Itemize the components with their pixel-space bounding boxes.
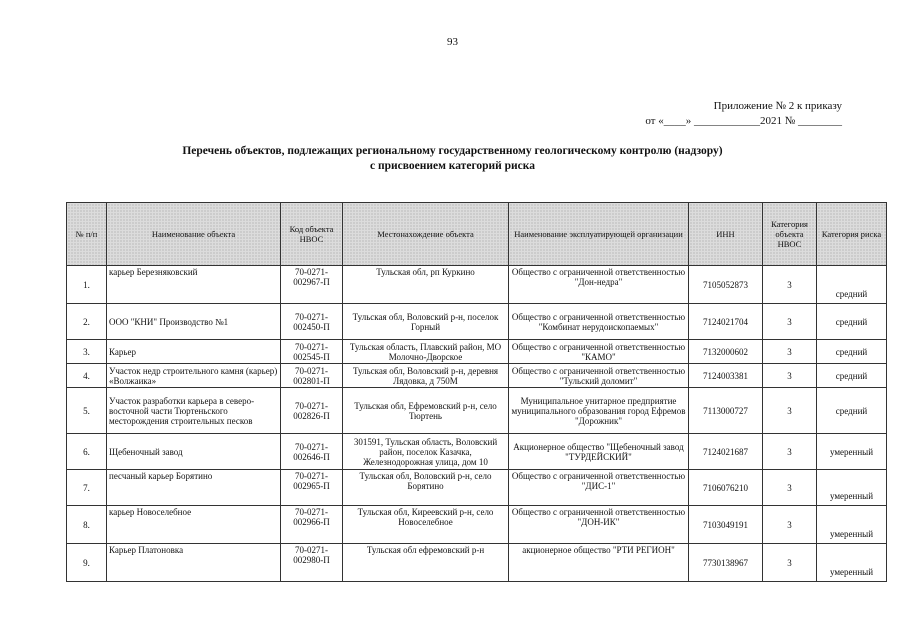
table-row [67,304,887,340]
cell-object-name: ООО "КНИ" Производство №1 [107,304,281,340]
cell-object-code: 70-0271-002545-П [281,340,343,364]
cell-risk-category: средний [817,388,887,434]
cell-operator: Общество с ограниченной ответственностью "Тульский доломит" [509,364,689,388]
header-operator: Наименование эксплуатирующей организации [509,203,689,266]
document-title [60,144,845,174]
table-row [67,434,887,470]
cell-inn: 7105052873 [689,266,763,304]
cell-location: Тульская обл, Воловский р-н, деревня Лядовка, д 750М [343,364,509,388]
cell-object-code: 70-0271-002966-П [281,506,343,544]
header-risk-category: Категория риска [817,203,887,266]
cell-object-name: Щебеночный завод [107,434,281,470]
cell-number: 5. [67,388,107,434]
page-number: 93 [447,36,458,48]
objects-table [66,202,887,582]
title-line-1: Перечень объектов, подлежащих региональному государственному геологическому контролю (надзору) [182,145,723,157]
cell-object-name: карьер Новоселебное [107,506,281,544]
cell-object-category: 3 [763,266,817,304]
cell-object-code: 70-0271-002980-П [281,544,343,582]
cell-location: 301591, Тульская область, Воловский район, поселок Казачка, Железнодорожная улица, дом 10 [343,434,509,470]
cell-operator: Общество с ограниченной ответственностью "Дон-недра" [509,266,689,304]
cell-inn: 7103049191 [689,506,763,544]
header-inn: ИНН [689,203,763,266]
header-object-category: Категория объекта НВОС [763,203,817,266]
cell-risk-category: умеренный [817,434,887,470]
cell-location: Тульская обл ефремовский р-н [343,544,509,582]
cell-risk-category: средний [817,364,887,388]
cell-operator: Общество с ограниченной ответственностью "КАМО" [509,340,689,364]
cell-operator: Муниципальное унитарное предприятие муниципального образования город Ефремов "Дорожник" [509,388,689,434]
cell-object-code: 70-0271-002826-П [281,388,343,434]
cell-object-name: Участок недр строительного камня (карьер) «Волжаика» [107,364,281,388]
appendix-line-1: Приложение № 2 к приказу [713,100,842,112]
cell-object-category: 3 [763,340,817,364]
header-object-name: Наименование объекта [107,203,281,266]
cell-number: 1. [67,266,107,304]
cell-inn: 7113000727 [689,388,763,434]
header-number: № п/п [67,203,107,266]
cell-operator: Акционерное общество "Щебеночный завод "ТУРДЕЙСКИЙ" [509,434,689,470]
cell-object-name: Карьер Платоновка [107,544,281,582]
cell-risk-category: умеренный [817,470,887,506]
cell-object-category: 3 [763,544,817,582]
cell-operator: Общество с ограниченной ответственностью "ДОН-ИК" [509,506,689,544]
cell-inn: 7730138967 [689,544,763,582]
table-row [67,388,887,434]
cell-object-code: 70-0271-002967-П [281,266,343,304]
cell-risk-category: умеренный [817,544,887,582]
cell-location: Тульская обл, Воловский р-н, село Борятино [343,470,509,506]
cell-inn: 7124021704 [689,304,763,340]
cell-risk-category: средний [817,266,887,304]
cell-object-name: Участок разработки карьера в северо-восточной части Тюртеньского месторождения строительных песков [107,388,281,434]
cell-location: Тульская область, Плавский район, МО Молочно-Дворское [343,340,509,364]
cell-object-category: 3 [763,304,817,340]
cell-inn: 7106076210 [689,470,763,506]
header-object-code: Код объекта НВОС [281,203,343,266]
cell-object-code: 70-0271-002801-П [281,364,343,388]
table-row [67,470,887,506]
cell-object-code: 70-0271-002450-П [281,304,343,340]
title-line-2: с присвоением категорий риска [370,160,535,172]
cell-location: Тульская обл, Воловский р-н, поселок Горный [343,304,509,340]
cell-inn: 7124003381 [689,364,763,388]
cell-risk-category: средний [817,340,887,364]
table-row [67,506,887,544]
cell-number: 2. [67,304,107,340]
cell-location: Тульская обл, Ефремовский р-н, село Тюртень [343,388,509,434]
cell-object-code: 70-0271-002646-П [281,434,343,470]
table-row [67,364,887,388]
appendix-line-2: от «____» ____________2021 № ________ [645,115,842,127]
cell-number: 6. [67,434,107,470]
cell-risk-category: средний [817,304,887,340]
cell-object-name: карьер Березняковский [107,266,281,304]
cell-object-name: Карьер [107,340,281,364]
cell-operator: Общество с ограниченной ответственностью "Комбинат нерудоископаемых" [509,304,689,340]
table-row [67,544,887,582]
cell-object-name: песчаный карьер Борятино [107,470,281,506]
cell-inn: 7132000602 [689,340,763,364]
table-row [67,340,887,364]
cell-object-code: 70-0271-002965-П [281,470,343,506]
cell-inn: 7124021687 [689,434,763,470]
table-row [67,266,887,304]
cell-object-category: 3 [763,388,817,434]
cell-object-category: 3 [763,470,817,506]
cell-number: 9. [67,544,107,582]
cell-location: Тульская обл, рп Куркино [343,266,509,304]
header-location: Местонахождение объекта [343,203,509,266]
cell-number: 8. [67,506,107,544]
cell-object-category: 3 [763,434,817,470]
cell-object-category: 3 [763,506,817,544]
appendix-reference [560,99,842,129]
table-header-row [67,203,887,266]
cell-number: 7. [67,470,107,506]
cell-operator: Общество с ограниченной ответственностью "ДИС-1" [509,470,689,506]
cell-risk-category: умеренный [817,506,887,544]
cell-object-category: 3 [763,364,817,388]
cell-operator: акционерное общество "РТИ РЕГИОН" [509,544,689,582]
cell-number: 3. [67,340,107,364]
cell-number: 4. [67,364,107,388]
cell-location: Тульская обл, Киреевский р-н, село Новоселебное [343,506,509,544]
